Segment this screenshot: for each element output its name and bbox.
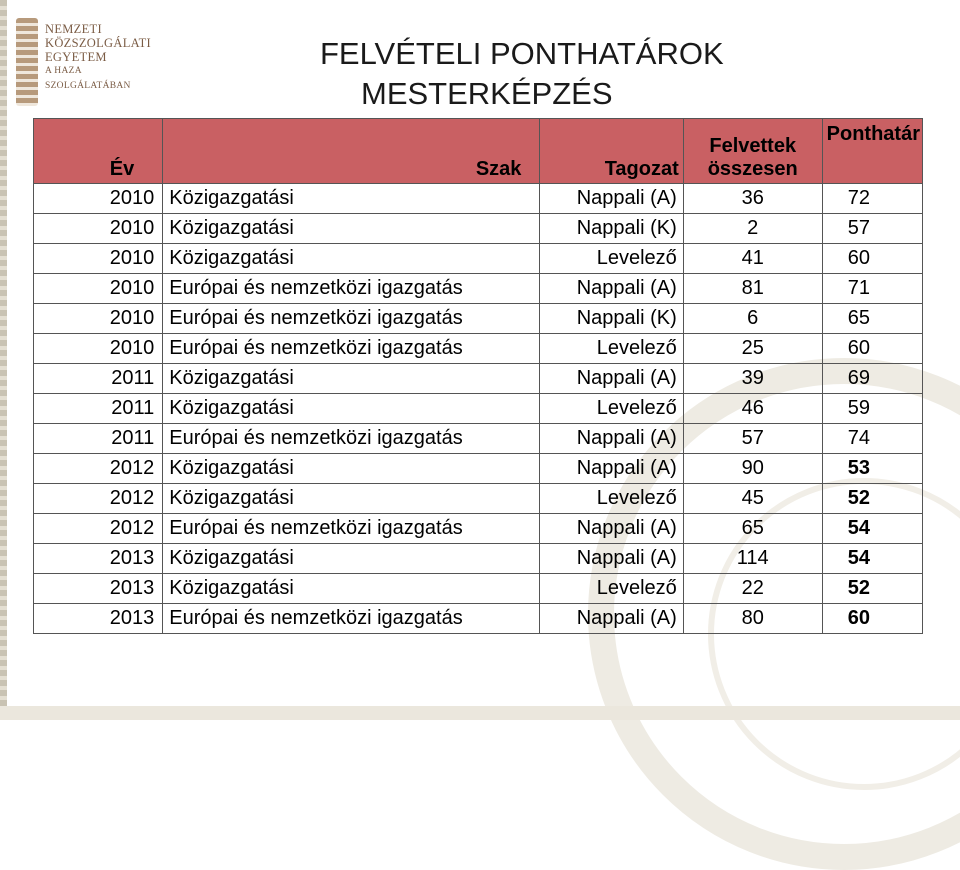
cell-felvettek: 80 [683, 604, 822, 634]
cell-ponthatar: 52 [822, 484, 922, 514]
cell-year: 2013 [34, 544, 163, 574]
cell-tagozat: Nappali (A) [540, 604, 683, 634]
cell-szak: Közigazgatási [163, 544, 540, 574]
table-row [34, 334, 923, 364]
cell-felvettek: 41 [683, 244, 822, 274]
cell-szak: Közigazgatási [163, 184, 540, 214]
cell-tagozat: Nappali (A) [540, 514, 683, 544]
cell-tagozat: Levelező [540, 394, 683, 424]
cell-year: 2010 [34, 334, 163, 364]
cell-year: 2013 [34, 574, 163, 604]
cell-szak: Közigazgatási [163, 394, 540, 424]
cell-felvettek: 57 [683, 424, 822, 454]
header-tagozat: Tagozat [540, 119, 683, 184]
table-row [34, 454, 923, 484]
cell-year: 2011 [34, 424, 163, 454]
cell-szak: Európai és nemzetközi igazgatás [163, 334, 540, 364]
cell-ponthatar: 54 [822, 514, 922, 544]
cell-ponthatar: 52 [822, 574, 922, 604]
cell-felvettek: 45 [683, 484, 822, 514]
cell-felvettek: 81 [683, 274, 822, 304]
cell-felvettek: 2 [683, 214, 822, 244]
cell-ponthatar: 74 [822, 424, 922, 454]
decorative-left-strip [0, 0, 7, 720]
admission-thresholds-table [33, 118, 923, 634]
title-line-1: FELVÉTELI PONTHATÁROK [320, 36, 724, 71]
table-row [34, 424, 923, 454]
cell-tagozat: Nappali (A) [540, 424, 683, 454]
decorative-bottom-bar [0, 706, 960, 720]
cell-ponthatar: 71 [822, 274, 922, 304]
cell-szak: Európai és nemzetközi igazgatás [163, 424, 540, 454]
cell-szak: Közigazgatási [163, 244, 540, 274]
header-felvettek-line-1: Felvettek [709, 135, 797, 157]
table-header [34, 119, 923, 184]
cell-year: 2012 [34, 484, 163, 514]
cell-year: 2010 [34, 244, 163, 274]
logo-emblem-icon [16, 18, 38, 106]
table-row [34, 604, 923, 634]
table-row [34, 364, 923, 394]
table-row [34, 514, 923, 544]
cell-year: 2012 [34, 454, 163, 484]
cell-tagozat: Levelező [540, 244, 683, 274]
cell-szak: Közigazgatási [163, 574, 540, 604]
header-year: Év [34, 119, 163, 184]
cell-tagozat: Nappali (A) [540, 454, 683, 484]
cell-tagozat: Levelező [540, 334, 683, 364]
cell-ponthatar: 54 [822, 544, 922, 574]
cell-tagozat: Nappali (K) [540, 214, 683, 244]
cell-tagozat: Nappali (A) [540, 184, 683, 214]
table-body [34, 184, 923, 634]
header-felvettek-line-2: összesen [707, 158, 798, 180]
table-row [34, 214, 923, 244]
cell-felvettek: 25 [683, 334, 822, 364]
cell-felvettek: 90 [683, 454, 822, 484]
cell-szak: Közigazgatási [163, 214, 540, 244]
cell-year: 2011 [34, 364, 163, 394]
cell-tagozat: Nappali (A) [540, 544, 683, 574]
cell-year: 2010 [34, 214, 163, 244]
logo-line-3: EGYETEM [45, 50, 107, 64]
table-row [34, 184, 923, 214]
cell-ponthatar: 69 [822, 364, 922, 394]
cell-felvettek: 114 [683, 544, 822, 574]
cell-szak: Európai és nemzetközi igazgatás [163, 274, 540, 304]
table-row [34, 304, 923, 334]
cell-year: 2010 [34, 274, 163, 304]
header-szak: Szak [163, 119, 540, 184]
cell-szak: Közigazgatási [163, 364, 540, 394]
cell-ponthatar: 60 [822, 244, 922, 274]
cell-szak: Európai és nemzetközi igazgatás [163, 514, 540, 544]
cell-felvettek: 22 [683, 574, 822, 604]
cell-tagozat: Nappali (K) [540, 304, 683, 334]
table-row [34, 574, 923, 604]
table-row [34, 274, 923, 304]
logo-line-1: NEMZETI [45, 22, 102, 36]
table-header-row [34, 119, 923, 184]
cell-tagozat: Levelező [540, 574, 683, 604]
cell-szak: Európai és nemzetközi igazgatás [163, 604, 540, 634]
cell-ponthatar: 60 [822, 334, 922, 364]
cell-year: 2012 [34, 514, 163, 544]
table-row [34, 544, 923, 574]
cell-felvettek: 36 [683, 184, 822, 214]
cell-felvettek: 46 [683, 394, 822, 424]
logo-line-4: A HAZA SZOLGÁLATÁBAN [45, 66, 131, 91]
cell-ponthatar: 72 [822, 184, 922, 214]
table-row [34, 394, 923, 424]
cell-felvettek: 6 [683, 304, 822, 334]
cell-szak: Európai és nemzetközi igazgatás [163, 304, 540, 334]
header-felvettek [683, 119, 822, 184]
table-row [34, 244, 923, 274]
cell-ponthatar: 53 [822, 454, 922, 484]
cell-ponthatar: 59 [822, 394, 922, 424]
cell-felvettek: 65 [683, 514, 822, 544]
cell-felvettek: 39 [683, 364, 822, 394]
cell-tagozat: Levelező [540, 484, 683, 514]
cell-ponthatar: 60 [822, 604, 922, 634]
cell-ponthatar: 65 [822, 304, 922, 334]
header-ponthatar: Ponthatár [822, 119, 922, 184]
logo-line-2: KÖZSZOLGÁLATI [45, 36, 151, 50]
cell-tagozat: Nappali (A) [540, 274, 683, 304]
cell-ponthatar: 57 [822, 214, 922, 244]
cell-year: 2010 [34, 184, 163, 214]
cell-szak: Közigazgatási [163, 484, 540, 514]
cell-year: 2011 [34, 394, 163, 424]
table-row [34, 484, 923, 514]
cell-year: 2013 [34, 604, 163, 634]
university-logo [16, 18, 166, 108]
cell-year: 2010 [34, 304, 163, 334]
title-line-2: MESTERKÉPZÉS [361, 76, 613, 111]
cell-szak: Közigazgatási [163, 454, 540, 484]
logo-text [45, 22, 166, 94]
cell-tagozat: Nappali (A) [540, 364, 683, 394]
slide-title [320, 34, 724, 114]
